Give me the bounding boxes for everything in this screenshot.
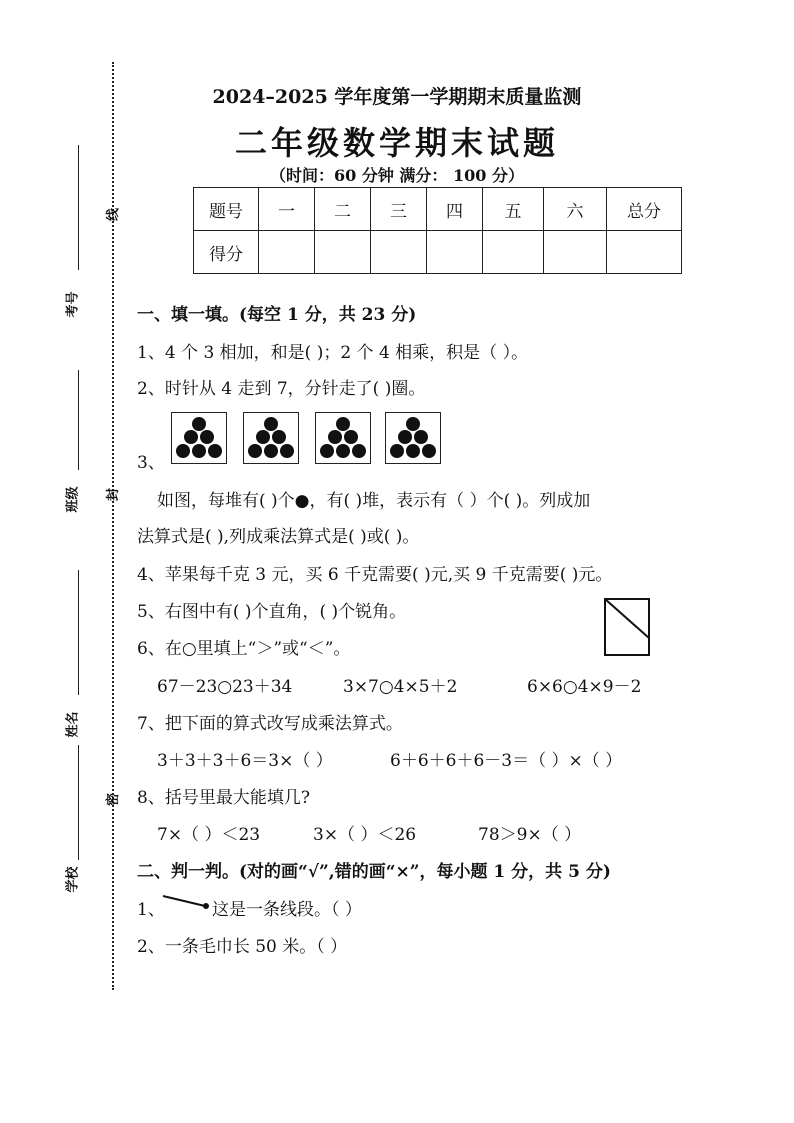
- question-2-1-number: 1、: [137, 900, 165, 920]
- question-1-6-item: 6×6○4×9－2: [527, 677, 642, 697]
- section2-title: 二、判一判。(对的画“√”,错的画“×”，每小题 1 分，共 5 分): [137, 862, 611, 882]
- right-angle-figure: [604, 598, 650, 656]
- score-table-row-label: 得分: [194, 231, 259, 274]
- question-1-6-item: 3×7○4×5＋2: [343, 677, 458, 697]
- question-1-8-item: 78＞9×（ ）: [478, 825, 582, 845]
- dot-pile-4: [385, 412, 441, 464]
- seal-char-feng: 封: [106, 487, 122, 502]
- score-cell[interactable]: [315, 231, 371, 274]
- score-cell[interactable]: [544, 231, 607, 274]
- question-1-7-item: 6＋6＋6＋6－3＝（ ）×（ ）: [390, 751, 623, 771]
- exam-time-info: （时间：60 分钟 满分： 100 分）: [270, 166, 524, 185]
- score-table-header-label: 题号: [194, 188, 259, 231]
- seal-char-mi: 密: [106, 792, 122, 807]
- question-1-8-item: 7×（ ）＜23: [157, 825, 261, 845]
- score-table-header-row: [194, 188, 682, 231]
- dot-pile-1: [171, 412, 227, 464]
- question-1-6: 6、在○里填上“＞”或“＜”。: [137, 639, 351, 659]
- question-1-7-item: 3＋3＋3＋6＝3×（ ）: [157, 751, 333, 771]
- score-table-col: 五: [483, 188, 544, 231]
- question-1-8: 8、括号里最大能填几?: [137, 788, 310, 808]
- question-1-6-item: 67－23○23＋34: [157, 677, 293, 697]
- dot-pile-icon: [244, 413, 298, 463]
- question-1-1: 1、4 个 3 相加，和是( )；2 个 4 相乘，积是（ ）。: [137, 343, 529, 363]
- exam-title: 二年级数学期末试题: [234, 124, 559, 162]
- score-cell[interactable]: [259, 231, 315, 274]
- question-1-5: 5、右图中有( )个直角，( )个锐角。: [137, 602, 407, 622]
- class-label: 班级: [65, 486, 81, 513]
- question-1-4: 4、苹果每千克 3 元，买 6 千克需要( )元,买 9 千克需要( )元。: [137, 565, 613, 585]
- score-table-col: 四: [427, 188, 483, 231]
- score-table-score-row: [194, 231, 682, 274]
- name-label: 姓名: [65, 711, 81, 738]
- score-table: [193, 187, 682, 274]
- dot-pile-2: [243, 412, 299, 464]
- score-table-col: 总分: [607, 188, 682, 231]
- dot-pile-icon: [386, 413, 440, 463]
- score-table-col: 一: [259, 188, 315, 231]
- class-blank-line: [78, 370, 79, 470]
- question-1-3-line1: 如图，每堆有( )个●，有( )堆，表示有（ ）个( )。列成加: [157, 491, 591, 511]
- section1-title: 一、填一填。(每空 1 分，共 23 分): [137, 305, 417, 325]
- binding-dotted-line: [112, 62, 114, 990]
- question-1-2: 2、时针从 4 走到 7，分针走了( )圈。: [137, 379, 426, 399]
- exam-no-label: 考号: [65, 291, 81, 318]
- score-cell[interactable]: [483, 231, 544, 274]
- question-1-7: 7、把下面的算式改写成乘法算式。: [137, 714, 403, 734]
- dot-pile-icon: [172, 413, 226, 463]
- exam-subtitle: 2024–2025 学年度第一学期期末质量监测: [212, 86, 582, 108]
- question-1-8-item: 3×（ ）＜26: [313, 825, 417, 845]
- dot-pile-icon: [316, 413, 370, 463]
- name-blank-line: [78, 570, 79, 695]
- question-2-1-text: 这是一条线段。（ ）: [212, 900, 362, 920]
- dot-pile-3: [315, 412, 371, 464]
- score-cell[interactable]: [607, 231, 682, 274]
- score-table-col: 六: [544, 188, 607, 231]
- question-1-3-number: 3、: [137, 453, 165, 473]
- seal-char-xian: 线: [106, 207, 122, 222]
- score-cell[interactable]: [371, 231, 427, 274]
- school-label: 学校: [65, 866, 81, 893]
- question-1-3-line2: 法算式是( ),列成乘法算式是( )或( )。: [137, 527, 420, 547]
- question-2-2: 2、一条毛巾长 50 米。（ ）: [137, 937, 348, 957]
- score-table-col: 二: [315, 188, 371, 231]
- school-blank-line: [78, 745, 79, 860]
- score-table-col: 三: [371, 188, 427, 231]
- line-segment-figure: [160, 892, 210, 912]
- score-cell[interactable]: [427, 231, 483, 274]
